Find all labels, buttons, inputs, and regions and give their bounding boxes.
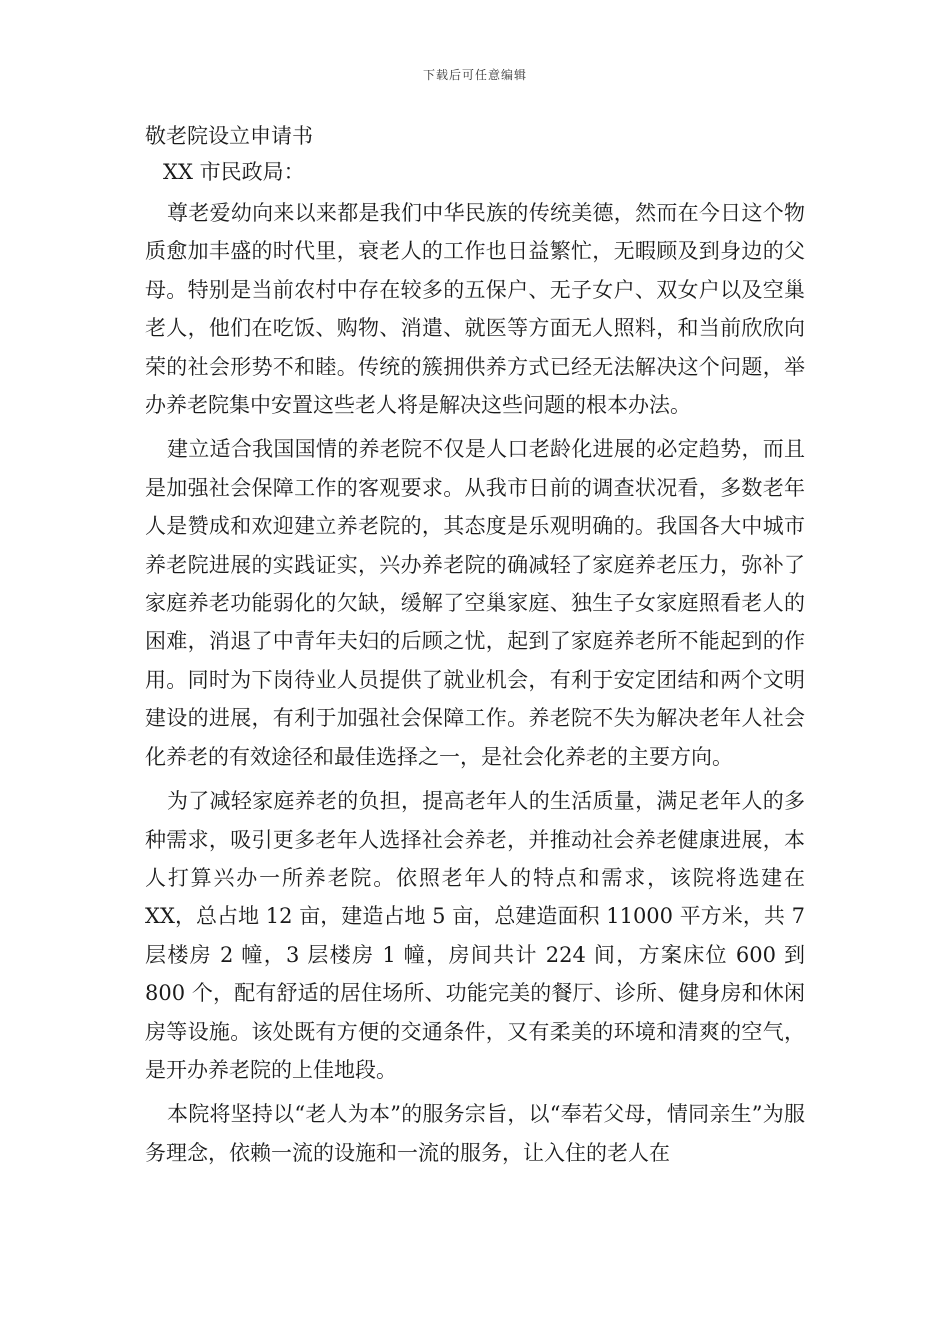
document-title: 敬老院设立申请书 [145,124,313,148]
salutation: XX 市民政局： [163,160,305,184]
paragraph-2: 建立适合我国国情的养老院不仅是人口老龄化进展的必定趋势，而且是加强社会保障工作的客观要求。从我市日前的调查状况看，多数老年人是赞成和欢迎建立养老院的，其态度是乐观明确的。我国各大中城市养老院进展的实践证实，兴办养老院的确减轻了家庭养老压力，弥补了家庭养老功能弱化的欠缺，缓解了空巢家庭、独生子女家庭照看老人的困难，消退了中青年夫妇的后顾之忧，起到了家庭养老所不能起到的作用。同时为下岗待业人员提供了就业机会，有利于安定团结和两个文明建设的进展，有利于加强社会保障工作。养老院不失为解决老年人社会化养老的有效途径和最佳选择之一，是社会化养老的主要方向。 [145,437,805,769]
header-note: 下载后可任意编辑 [422,68,527,82]
document-body [145,118,805,1178]
paragraph-3: 为了减轻家庭养老的负担，提高老年人的生活质量，满足老年人的多种需求，吸引更多老年人选择社会养老，并推动社会养老健康进展，本人打算兴办一所养老院。依照老年人的特点和需求，该院将选建在 XX，总占地 12 亩，建造占地 5 亩，总建造面积 11000 平方米，共 7 层楼房 2 幢，3 层楼房 1 幢，房间共计 224 间，方案床位 600 到 800 个，配有舒适的居住场所、功能完美的餐厅、诊所、健身房和休闲房等设施。该处既有方便的交通条件，又有柔美的环境和清爽的空气，是开办养老院的上佳地段。 [145,789,805,1082]
paragraph-4: 本院将坚持以“老人为本”的服务宗旨，以“奉若父母，情同亲生”为服务理念，依赖一流的设施和一流的服务，让入住的老人在 [145,1102,805,1165]
paragraph-1: 尊老爱幼向来以来都是我们中华民族的传统美德，然而在今日这个物质愈加丰盛的时代里，衰老人的工作也日益繁忙，无暇顾及到身边的父母。特别是当前农村中存在较多的五保户、无子女户、双女户以及空巢老人，他们在吃饭、购物、消遣、就医等方面无人照料，和当前欣欣向荣的社会形势不和睦。传统的簇拥供养方式已经无法解决这个问题，举办养老院集中安置这些老人将是解决这些问题的根本办法。 [145,201,805,418]
